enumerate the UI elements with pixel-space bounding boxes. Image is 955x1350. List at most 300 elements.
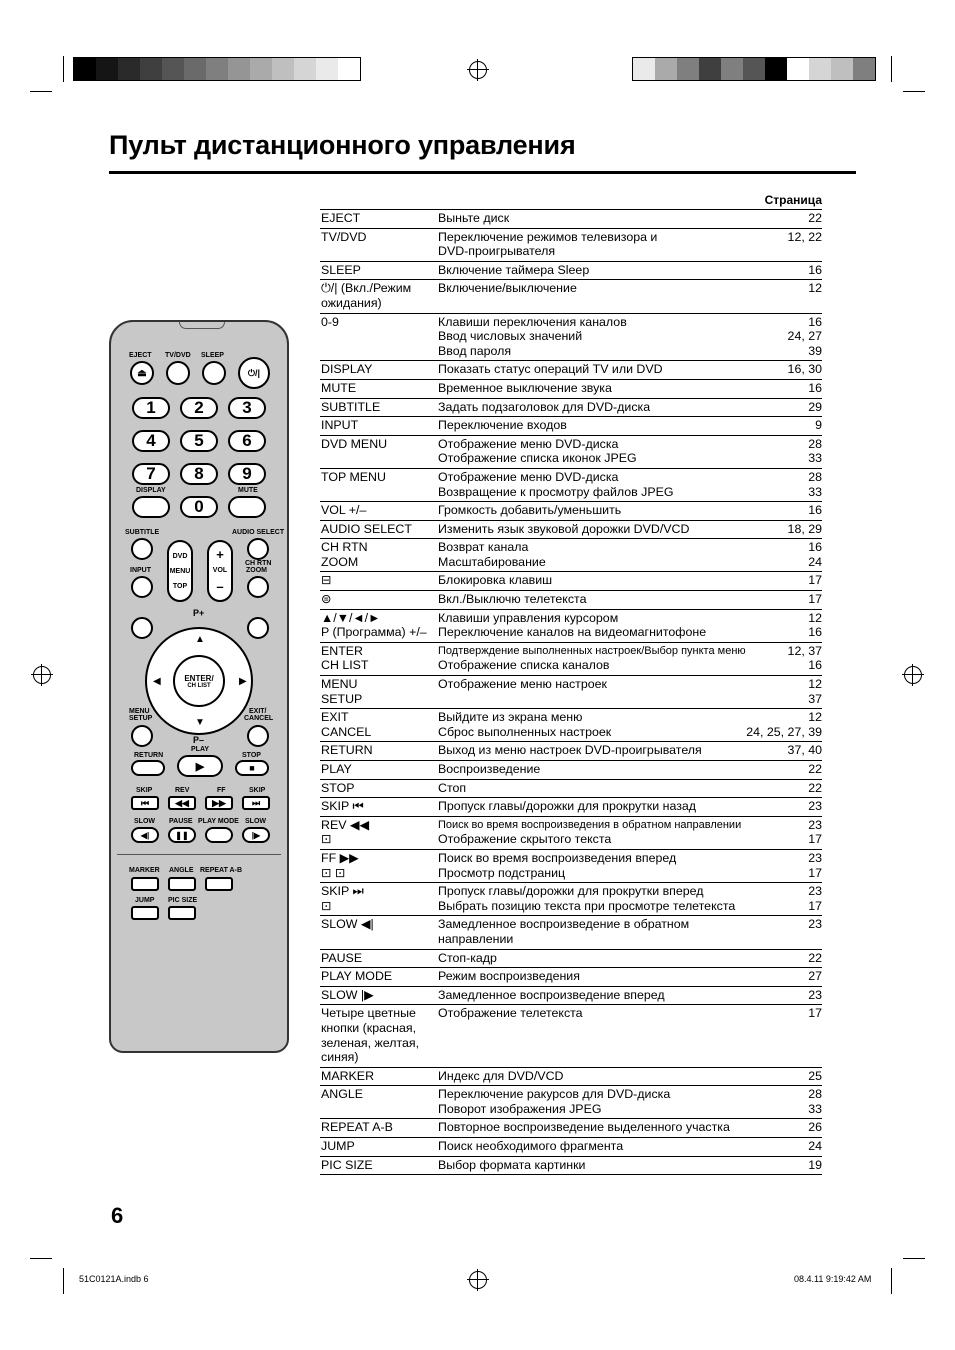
cell-line: 16, 30 xyxy=(787,362,822,377)
color-swatch xyxy=(228,58,250,80)
cell-line: ZOOM xyxy=(321,554,359,569)
cell-line: Отображение меню настроек xyxy=(438,677,607,692)
cell-line: кнопки (красная, xyxy=(321,1020,417,1035)
cell-line: Переключение каналов на видеомагнитофоне xyxy=(438,625,707,640)
cell-line: 24 xyxy=(808,1139,822,1154)
table-row xyxy=(320,986,822,1005)
cell-line: ⏻/| (Вкл./Режим xyxy=(321,281,412,296)
cell-line: Выбор формата картинки xyxy=(438,1157,586,1172)
sleep-button[interactable] xyxy=(202,361,226,385)
vol-plus-label: + xyxy=(216,547,224,562)
label-marker: MARKER xyxy=(129,867,160,874)
cell-line: 39 xyxy=(808,343,822,358)
table-row xyxy=(320,261,822,280)
page-cell xyxy=(746,609,822,642)
cell-line: 16 xyxy=(808,625,822,640)
page-cell xyxy=(746,280,822,313)
cell-line: Стоп xyxy=(438,780,467,795)
button-name-cell xyxy=(320,313,438,361)
page-cell xyxy=(746,1086,822,1119)
label-p-minus: P– xyxy=(193,735,205,745)
cell-line: Подтверждение выполненных настроек/Выбор пункта меню xyxy=(438,644,746,657)
cell-line: 23 xyxy=(808,987,822,1002)
left-arrow-icon[interactable]: ◀ xyxy=(153,676,161,687)
description-cell xyxy=(438,539,746,572)
cell-line: 12 xyxy=(808,610,822,625)
cell-line: STOP xyxy=(321,780,355,795)
label-input: INPUT xyxy=(130,567,151,574)
page-cell xyxy=(746,591,822,610)
cell-line: ожидания) xyxy=(321,295,382,310)
label-display: DISPLAY xyxy=(136,487,166,494)
button-name-cell xyxy=(320,572,438,591)
table-row xyxy=(320,379,822,398)
description-cell xyxy=(438,1086,746,1119)
page-cell xyxy=(746,849,822,882)
button-name-cell xyxy=(320,520,438,539)
description-cell xyxy=(438,591,746,610)
registration-mark-icon xyxy=(904,666,922,684)
cell-line: 17 xyxy=(808,898,822,913)
cell-line: 37 xyxy=(808,691,822,706)
crop-mark xyxy=(903,1258,925,1259)
number-6-button[interactable]: 6 xyxy=(228,430,266,452)
number-3-button[interactable]: 3 xyxy=(228,397,266,419)
label-rev: REV xyxy=(175,787,190,794)
button-name-cell xyxy=(320,361,438,380)
cell-line: Режим воспроизведения xyxy=(438,969,580,984)
pic-size-button[interactable] xyxy=(168,906,196,920)
cell-line: 28 xyxy=(808,1087,822,1102)
crop-mark xyxy=(30,1258,52,1259)
ff-button[interactable] xyxy=(205,796,233,810)
color-swatch xyxy=(206,58,228,80)
page-cell xyxy=(746,816,822,849)
page-cell xyxy=(746,539,822,572)
description-cell xyxy=(438,609,746,642)
table-row xyxy=(320,210,822,229)
cell-line: 12 xyxy=(808,677,822,692)
page-cell xyxy=(746,779,822,798)
color-swatch xyxy=(74,58,96,80)
crop-mark xyxy=(63,56,64,82)
cell-line: Выбрать позицию текста при просмотре телетекста xyxy=(438,898,736,913)
enter-label: ENTER/ xyxy=(184,673,214,683)
button-name-cell xyxy=(320,379,438,398)
description-cell xyxy=(438,379,746,398)
cell-line: 17 xyxy=(808,865,822,880)
button-name-cell xyxy=(320,539,438,572)
button-name-cell xyxy=(320,916,438,949)
cell-line: CANCEL xyxy=(321,724,372,739)
cell-line: P (Программа) +/– xyxy=(321,625,427,640)
button-name-cell xyxy=(320,228,438,261)
cell-line: Задать подзаголовок для DVD-диска xyxy=(438,399,651,414)
label-eject: EJECT xyxy=(129,352,152,359)
table-row xyxy=(320,398,822,417)
cell-line: Отображение меню DVD-диска xyxy=(438,469,619,484)
page-cell xyxy=(746,916,822,949)
description-cell xyxy=(438,520,746,539)
button-name-cell xyxy=(320,1005,438,1067)
label-ff: FF xyxy=(217,787,226,794)
color-swatch xyxy=(853,58,875,80)
number-1-button[interactable]: 1 xyxy=(132,397,170,419)
rev-button[interactable] xyxy=(168,796,196,810)
button-name-cell xyxy=(320,1138,438,1157)
description-cell xyxy=(438,779,746,798)
table-row xyxy=(320,417,822,436)
cell-line: 22 xyxy=(808,780,822,795)
return-button[interactable] xyxy=(131,760,165,776)
volume-rocker[interactable] xyxy=(207,540,233,602)
cell-line: Показать статус операций TV или DVD xyxy=(438,362,663,377)
mute-button[interactable] xyxy=(228,496,266,518)
cell-line: Замедленное воспроизведение вперед xyxy=(438,987,665,1002)
table-row xyxy=(320,1005,822,1067)
description-cell xyxy=(438,210,746,229)
page-cell xyxy=(746,968,822,987)
page-cell xyxy=(746,502,822,521)
cell-line: INPUT xyxy=(321,418,359,433)
eject-button[interactable]: ⏏ xyxy=(130,361,154,385)
marker-button[interactable] xyxy=(131,877,159,891)
label-sleep: SLEEP xyxy=(201,352,224,359)
description-cell xyxy=(438,313,746,361)
cell-line: Ввод пароля xyxy=(438,343,512,358)
cell-line: 17 xyxy=(808,1006,822,1021)
slow-back-button[interactable] xyxy=(131,827,159,843)
label-jump: JUMP xyxy=(135,897,155,904)
table-row xyxy=(320,642,822,675)
page-cell xyxy=(746,761,822,780)
power-button[interactable]: ⏻/| xyxy=(238,357,270,389)
page-cell xyxy=(746,468,822,501)
page-cell xyxy=(746,986,822,1005)
button-name-cell xyxy=(320,417,438,436)
slow-forward-button[interactable] xyxy=(242,827,270,843)
right-arrow-icon[interactable]: ▶ xyxy=(239,676,247,687)
number-8-button[interactable]: 8 xyxy=(180,463,218,485)
page-cell xyxy=(746,883,822,916)
number-2-button[interactable]: 2 xyxy=(180,397,218,419)
cell-line: 12, 22 xyxy=(787,229,822,244)
button-name-cell xyxy=(320,642,438,675)
cell-line: 24, 25, 27, 39 xyxy=(746,724,822,739)
skip-forward-icon: ⏭ xyxy=(251,797,261,808)
chrtn-zoom-button[interactable] xyxy=(247,576,269,598)
remote-grip xyxy=(179,322,225,329)
color-swatch xyxy=(316,58,338,80)
table-row xyxy=(320,949,822,968)
cell-line: 12 xyxy=(808,281,822,296)
table-row xyxy=(320,468,822,501)
description-cell xyxy=(438,280,746,313)
play-icon: ▶ xyxy=(195,760,205,773)
cell-line: SKIP ⏭ xyxy=(321,884,364,899)
table-row xyxy=(320,572,822,591)
down-arrow-icon[interactable]: ▼ xyxy=(195,717,205,728)
cell-line: PLAY MODE xyxy=(321,969,393,984)
label-subtitle: SUBTITLE xyxy=(125,529,160,536)
slow-forward-icon: |▶ xyxy=(251,830,261,840)
exit-cancel-button[interactable] xyxy=(247,725,269,747)
table-row xyxy=(320,883,822,916)
color-swatch xyxy=(677,58,699,80)
button-name-cell xyxy=(320,591,438,610)
teletext-button[interactable] xyxy=(247,617,269,639)
button-name-cell xyxy=(320,798,438,817)
description-cell xyxy=(438,1119,746,1138)
cell-line: EJECT xyxy=(321,211,361,225)
label-play: PLAY xyxy=(191,746,210,753)
page-column-header: Страница xyxy=(764,193,822,207)
cell-line: VOL +/– xyxy=(321,503,367,518)
chlist-label: CH LIST xyxy=(187,682,211,689)
cell-line: 16 xyxy=(808,540,822,555)
page-cell xyxy=(746,742,822,761)
description-cell xyxy=(438,849,746,882)
pause-button[interactable] xyxy=(168,827,196,843)
table-row xyxy=(320,609,822,642)
description-cell xyxy=(438,502,746,521)
audio-select-button[interactable] xyxy=(247,538,269,560)
table-row xyxy=(320,1086,822,1119)
label-slow: SLOW xyxy=(134,818,155,825)
cell-line: ⊡ ⊡ xyxy=(321,865,346,880)
button-name-cell xyxy=(320,280,438,313)
skip-back-button[interactable] xyxy=(131,796,159,810)
vol-minus-label: – xyxy=(216,579,224,594)
color-swatch xyxy=(831,58,853,80)
cell-line: 17 xyxy=(808,573,822,588)
navigation-pad[interactable] xyxy=(145,627,253,735)
cell-line: DVD MENU xyxy=(321,436,388,451)
up-arrow-icon[interactable]: ▲ xyxy=(195,634,205,645)
cell-line: Выход из меню настроек DVD-проигрывателя xyxy=(438,743,702,758)
button-name-cell xyxy=(320,709,438,742)
table-row xyxy=(320,1119,822,1138)
cell-line: зеленая, желтая, xyxy=(321,1035,420,1050)
cell-line: 37, 40 xyxy=(787,743,822,758)
menu-setup-button[interactable] xyxy=(131,725,153,747)
table-row xyxy=(320,709,822,742)
description-cell xyxy=(438,949,746,968)
cell-line: 27 xyxy=(808,969,822,984)
cell-line: Ввод числовых значений xyxy=(438,329,583,344)
page-title: Пульт дистанционного управления xyxy=(109,130,576,160)
page-cell xyxy=(746,709,822,742)
page-cell xyxy=(746,1138,822,1157)
cell-line: Переключение режимов телевизора и xyxy=(438,229,658,244)
crop-mark xyxy=(30,91,52,92)
button-name-cell xyxy=(320,502,438,521)
cell-line: TV/DVD xyxy=(321,229,367,244)
cell-line: Просмотр подстраниц xyxy=(438,865,566,880)
cell-line: EXIT xyxy=(321,710,349,725)
color-swatch xyxy=(338,58,360,80)
cell-line: 9 xyxy=(815,418,822,433)
cell-line: 23 xyxy=(808,917,822,932)
cell-line: Изменить язык звуковой дорожки DVD/VCD xyxy=(438,521,690,536)
table-row xyxy=(320,916,822,949)
number-4-button[interactable]: 4 xyxy=(132,430,170,452)
number-9-button[interactable]: 9 xyxy=(228,463,266,485)
cell-line: 17 xyxy=(808,832,822,847)
jump-button[interactable] xyxy=(131,906,159,920)
description-cell xyxy=(438,1156,746,1175)
color-swatch xyxy=(96,58,118,80)
cell-line: 28 xyxy=(808,469,822,484)
description-cell xyxy=(438,361,746,380)
cell-line: Масштабирование xyxy=(438,554,546,569)
cell-line: 22 xyxy=(808,762,822,776)
color-swatch xyxy=(809,58,831,80)
label-stop: STOP xyxy=(242,752,261,759)
table-row xyxy=(320,280,822,313)
cell-line: CH RTN xyxy=(321,540,368,555)
number-0-button[interactable]: 0 xyxy=(180,496,218,518)
cell-line: Выньте диск xyxy=(438,211,510,225)
label-p-plus: P+ xyxy=(193,608,205,618)
color-swatch xyxy=(787,58,809,80)
dvd-label: DVD xyxy=(172,552,188,560)
cell-line: ⊡ xyxy=(321,898,332,913)
table-row xyxy=(320,361,822,380)
label-chrtn: CH RTN xyxy=(245,560,272,567)
cell-line: PAUSE xyxy=(321,950,363,965)
page-cell xyxy=(746,417,822,436)
color-swatch xyxy=(250,58,272,80)
title-rule xyxy=(109,171,856,174)
page-cell xyxy=(746,313,822,361)
cell-line: 16 xyxy=(808,658,822,673)
teletext-lock-button[interactable] xyxy=(131,617,153,639)
table-row xyxy=(320,676,822,709)
button-name-cell xyxy=(320,883,438,916)
cell-line: Возврат канала xyxy=(438,540,529,555)
cell-line: MENU xyxy=(321,677,358,692)
cell-line: 19 xyxy=(808,1157,822,1172)
cell-line: 24 xyxy=(808,554,822,569)
registration-mark-icon xyxy=(469,61,487,79)
button-name-cell xyxy=(320,1086,438,1119)
cell-line: 12 xyxy=(808,710,822,725)
cell-line: Повторное воспроизведение выделенного участка xyxy=(438,1120,730,1135)
page-cell xyxy=(746,210,822,229)
play-button[interactable] xyxy=(177,755,223,777)
cell-line: PIC SIZE xyxy=(321,1157,373,1172)
cell-line: 22 xyxy=(808,950,822,965)
description-cell xyxy=(438,742,746,761)
angle-button[interactable] xyxy=(168,877,196,891)
skip-forward-button[interactable] xyxy=(242,796,270,810)
cell-line: RETURN xyxy=(321,743,373,758)
label-audio-select: AUDIO SELECT xyxy=(232,529,285,536)
number-7-button[interactable]: 7 xyxy=(132,463,170,485)
color-swatch xyxy=(721,58,743,80)
description-cell xyxy=(438,883,746,916)
top-label: TOP xyxy=(172,582,188,590)
cell-line: Поиск во время воспроизведения вперед xyxy=(438,850,677,865)
color-swatch xyxy=(162,58,184,80)
input-button[interactable] xyxy=(131,576,153,598)
fast-forward-icon: ▶▶ xyxy=(212,797,226,808)
table-row xyxy=(320,798,822,817)
stop-button[interactable] xyxy=(235,760,269,776)
subtitle-button[interactable] xyxy=(131,538,153,560)
color-bar-right xyxy=(632,57,876,81)
footer-file: 51C0121A.indb 6 xyxy=(79,1274,149,1284)
button-name-cell xyxy=(320,816,438,849)
description-cell xyxy=(438,417,746,436)
description-cell xyxy=(438,1138,746,1157)
button-name-cell xyxy=(320,986,438,1005)
page-cell xyxy=(746,520,822,539)
label-tvdvd: TV/DVD xyxy=(165,352,191,359)
page-cell xyxy=(746,1067,822,1086)
cell-line: Отображение скрытого текста xyxy=(438,832,612,847)
table-row xyxy=(320,761,822,780)
description-cell xyxy=(438,761,746,780)
button-name-cell xyxy=(320,210,438,229)
cell-line: 29 xyxy=(808,399,822,414)
cell-line: Клавиши переключения каналов xyxy=(438,314,627,329)
table-row xyxy=(320,968,822,987)
cell-line: Временное выключение звука xyxy=(438,380,612,395)
button-name-cell xyxy=(320,398,438,417)
cell-line: 33 xyxy=(808,484,822,499)
color-swatch xyxy=(294,58,316,80)
table-row xyxy=(320,816,822,849)
button-name-cell xyxy=(320,261,438,280)
repeat-ab-button[interactable] xyxy=(205,877,233,891)
cell-line: ⊡ xyxy=(321,832,332,847)
page-cell xyxy=(746,261,822,280)
cell-line: Отображение меню DVD-диска xyxy=(438,436,619,451)
label-menu-setup-2: SETUP xyxy=(129,715,153,722)
menu-label: MENU xyxy=(169,567,191,575)
page-cell xyxy=(746,379,822,398)
table-row xyxy=(320,502,822,521)
page-cell xyxy=(746,361,822,380)
crop-mark xyxy=(903,91,925,92)
display-button[interactable] xyxy=(132,496,170,518)
tvdvd-button[interactable] xyxy=(166,361,190,385)
table-row xyxy=(320,1067,822,1086)
label-skip2: SKIP xyxy=(249,787,266,794)
description-cell xyxy=(438,572,746,591)
enter-button[interactable] xyxy=(173,655,225,707)
cell-line: Переключение ракурсов для DVD-диска xyxy=(438,1087,671,1102)
cell-line: 23 xyxy=(808,817,822,832)
button-name-cell xyxy=(320,1156,438,1175)
cell-line: TOP MENU xyxy=(321,469,386,484)
table-row xyxy=(320,313,822,361)
cell-line: Включение/выключение xyxy=(438,281,577,296)
page-cell xyxy=(746,1005,822,1067)
label-pic-size: PIC SIZE xyxy=(168,897,198,904)
number-5-button[interactable]: 5 xyxy=(180,430,218,452)
label-mute: MUTE xyxy=(238,487,258,494)
description-cell xyxy=(438,468,746,501)
label-play-mode: PLAY MODE xyxy=(198,818,239,825)
cell-line: JUMP xyxy=(321,1139,355,1154)
cell-line: CH LIST xyxy=(321,658,369,673)
cell-line: REPEAT A-B xyxy=(321,1120,393,1135)
dvd-menu-top-button[interactable] xyxy=(167,540,193,602)
play-mode-button[interactable] xyxy=(205,827,233,843)
